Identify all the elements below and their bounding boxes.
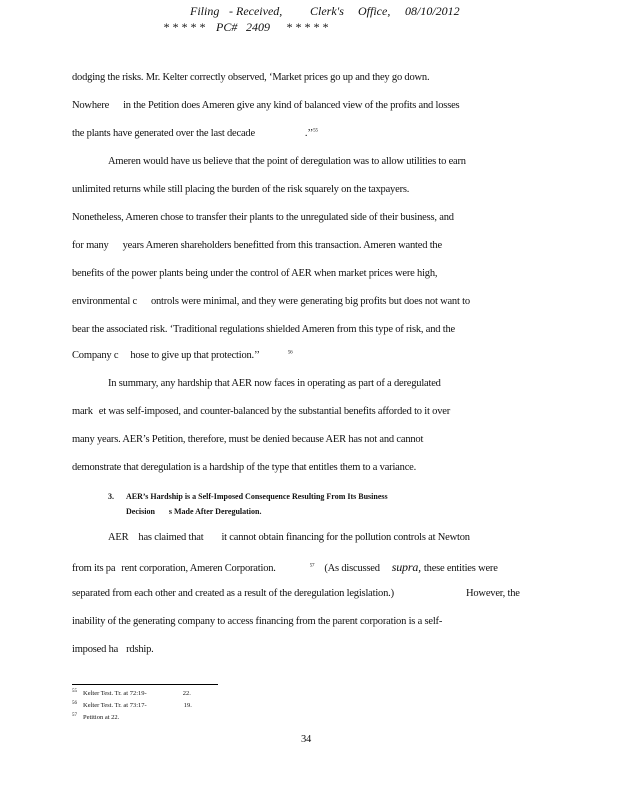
text-line: In summary, any hardship that AER now faces in operating as part of a deregulated bbox=[108, 378, 441, 389]
text-fragment: environmental c bbox=[72, 296, 137, 307]
header-received: - Received, bbox=[229, 4, 283, 18]
footnote bbox=[72, 713, 119, 721]
text-line: dodging the risks. Mr. Kelter correctly observed, ‘Market prices go up and they go down. bbox=[72, 72, 430, 83]
text-line bbox=[72, 350, 292, 361]
footnote-divider bbox=[72, 684, 218, 685]
text-line: many years. AER’s Petition, therefore, must be denied because AER has not and cannot bbox=[72, 434, 424, 445]
text-fragment: has claimed that bbox=[138, 532, 204, 543]
footnote-text: Kelter Test. Tr. at 72:19- bbox=[83, 690, 147, 698]
text-fragment: in the Petition does Ameren give any kind of balanced view of the profits and losses bbox=[123, 100, 460, 111]
footnote-ref: 57 bbox=[309, 563, 315, 569]
text-fragment: rdship. bbox=[126, 644, 154, 655]
text-line bbox=[72, 240, 442, 251]
footnote-text: 22. bbox=[182, 690, 191, 698]
text-fragment: years Ameren shareholders benefitted from this transaction. Ameren wanted the bbox=[122, 240, 442, 251]
text-line: However, the bbox=[466, 588, 520, 599]
text-line bbox=[72, 406, 450, 417]
section-title bbox=[126, 507, 261, 516]
footnote-ref: 56 bbox=[287, 350, 293, 356]
footnote-text: 19. bbox=[183, 702, 192, 710]
text-fragment: for many bbox=[72, 240, 109, 251]
text-line: separated from each other and created as a result of the deregulation legislation.) bbox=[72, 588, 394, 599]
footnote-number: 57 bbox=[72, 713, 77, 718]
text-line: Nonetheless, Ameren chose to transfer their plants to the unregulated side of their business, and bbox=[72, 212, 454, 223]
text-fragment: imposed ha bbox=[72, 644, 119, 655]
text-line bbox=[72, 644, 154, 655]
footnote-text: Petition at 22. bbox=[83, 714, 120, 722]
page-number: 34 bbox=[301, 734, 312, 745]
text-line: inability of the generating company to access financing from the parent corporation is a self- bbox=[72, 616, 443, 627]
text-fragment: it cannot obtain financing for the pollution controls at Newton bbox=[221, 532, 470, 543]
text-fragment: Company c bbox=[72, 350, 119, 361]
text-fragment: AER bbox=[108, 532, 129, 543]
text-line: unlimited returns while still placing the burden of the risk squarely on the taxpayers. bbox=[72, 184, 410, 195]
text-fragment: ontrols were minimal, and they were generating big profits but does not want to bbox=[150, 296, 470, 307]
text-fragment: rent corporation, Ameren Corporation. bbox=[121, 563, 276, 574]
text-fragment: Decision bbox=[126, 507, 155, 516]
footnote-number: 55 bbox=[72, 689, 77, 694]
text-fragment: supra, bbox=[391, 560, 421, 574]
text-line: demonstrate that deregulation is a hardship of the type that entitles them to a variance. bbox=[72, 462, 417, 473]
text-fragment: .’’ bbox=[304, 128, 314, 139]
text-line bbox=[72, 100, 459, 111]
header-date: 08/10/2012 bbox=[405, 4, 460, 18]
section-title: AER’s Hardship is a Self-Imposed Consequence Resulting From Its Business bbox=[126, 492, 388, 501]
header-pc-label: PC# bbox=[216, 20, 238, 34]
text-line: benefits of the power plants being under the control of AER when market prices were high, bbox=[72, 268, 438, 279]
text-line bbox=[72, 560, 498, 575]
text-fragment: hose to give up that protection.’’ bbox=[130, 350, 260, 361]
text-fragment: from its pa bbox=[72, 563, 116, 574]
text-fragment: these entities were bbox=[423, 563, 498, 574]
text-fragment: mark bbox=[72, 406, 93, 417]
header-pc-number: 2409 bbox=[246, 20, 270, 34]
text-line bbox=[72, 296, 470, 307]
header-stars-right: * * * * * bbox=[286, 20, 328, 34]
header-office: Office, bbox=[358, 4, 391, 18]
header-stars-left: * * * * * bbox=[163, 20, 205, 34]
text-line bbox=[108, 532, 470, 543]
header-clerks: Clerk's bbox=[310, 4, 344, 18]
footnote-text: Kelter Test. Tr. at 73:17- bbox=[83, 702, 147, 710]
text-fragment: s Made After Deregulation. bbox=[168, 507, 262, 516]
text-line: Ameren would have us believe that the point of deregulation was to allow utilities to earn bbox=[108, 156, 466, 167]
footnote bbox=[72, 689, 191, 697]
text-line bbox=[72, 128, 318, 139]
text-fragment: the plants have generated over the last decade bbox=[72, 128, 255, 139]
text-fragment: Nowhere bbox=[72, 100, 110, 111]
footnote-ref: 55 bbox=[313, 128, 318, 134]
text-fragment: et was self-imposed, and counter-balanced by the substantial benefits afforded to it over bbox=[98, 406, 450, 417]
header-filing: Filing bbox=[190, 4, 220, 18]
footnote bbox=[72, 701, 192, 709]
section-number: 3. bbox=[108, 492, 114, 501]
text-fragment: (As discussed bbox=[324, 563, 380, 574]
text-line: bear the associated risk. ‘Traditional regulations shielded Ameren from this type of risk, and the bbox=[72, 324, 455, 335]
footnote-number: 56 bbox=[72, 701, 77, 706]
